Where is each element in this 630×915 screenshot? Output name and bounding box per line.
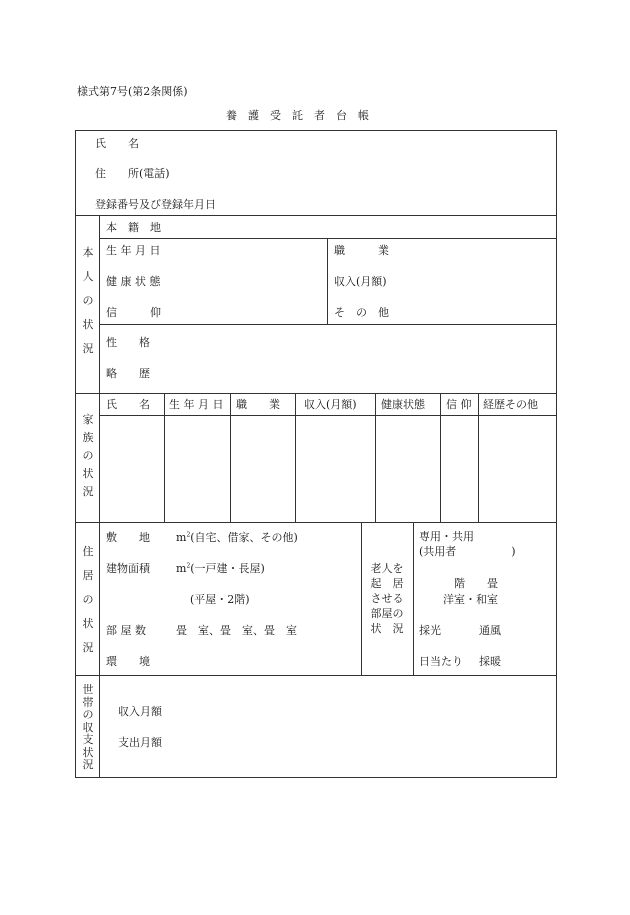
elder-room-label: 老人を 起 居 させる 部屋の 状 況 [370,562,404,635]
rooms-label: 部 屋 数 [106,624,146,637]
page-title: 養 護 受 託 者 台 帳 [226,109,369,122]
birthdate-label: 生 年 月 日 [106,244,161,257]
family-col-birthdate: 生 年 月 日 [169,398,224,411]
floors-detail: (平屋・2階) [190,593,250,606]
building-detail: $m^2$(一戸建・長屋) [176,562,265,575]
honseki-label: 本 籍 地 [106,221,161,234]
site-detail: $m^2$(自宅、借家、その他) [176,531,298,544]
shared-with: (共用者 ) [419,545,516,558]
sunlight-label: 日当たり [419,655,463,668]
family-col-history: 経歴その他 [483,398,538,411]
personal-side-label: 本 人 の 状 況 [82,246,94,355]
family-col-religion: 信 仰 [446,398,472,411]
floor-tatami: 階 畳 [454,577,498,590]
site-label: 敷 地 [106,531,150,544]
family-col-occupation: 職 業 [236,398,280,411]
heating-label: 採暖 [479,655,501,668]
housing-side-label: 住 居 の 状 況 [82,545,94,654]
family-col-income: 収入(月額) [304,398,357,411]
health-label: 健 康 状 態 [106,275,161,288]
name-label: 氏 名 [95,137,139,150]
ventilation-label: 通風 [479,624,501,637]
sqm-unit: m [176,531,187,544]
history-label: 略 歴 [106,367,150,380]
sqm-unit: m [176,562,187,575]
income-label: 収入(月額) [334,275,387,288]
lighting-label: 採光 [419,624,441,637]
registration-label: 登録番号及び登録年月日 [95,198,216,211]
finance-side-label: 世 帯 の 収 支 状 況 [82,683,94,771]
other-label: そ の 他 [334,306,389,319]
building-area-label: 建物面積 [106,562,150,575]
expense-monthly-label: 支出月額 [118,736,162,749]
family-side-label: 家 族 の 状 況 [82,413,94,498]
occupation-label: 職 業 [334,244,389,257]
form-number: 様式第7号(第2条関係) [77,85,188,98]
religion-label: 信 仰 [106,306,161,319]
shared-label: 専用・共用 [419,530,474,543]
rooms-detail: 畳 室、畳 室、畳 室 [176,624,297,637]
personality-label: 性 格 [106,336,150,349]
family-col-health: 健康状態 [381,398,425,411]
environment-label: 環 境 [106,655,150,668]
address-label: 住 所(電話) [95,167,170,180]
income-monthly-label: 収入月額 [118,705,162,718]
family-col-name: 氏 名 [106,398,150,411]
room-style: 洋室・和室 [443,593,498,606]
